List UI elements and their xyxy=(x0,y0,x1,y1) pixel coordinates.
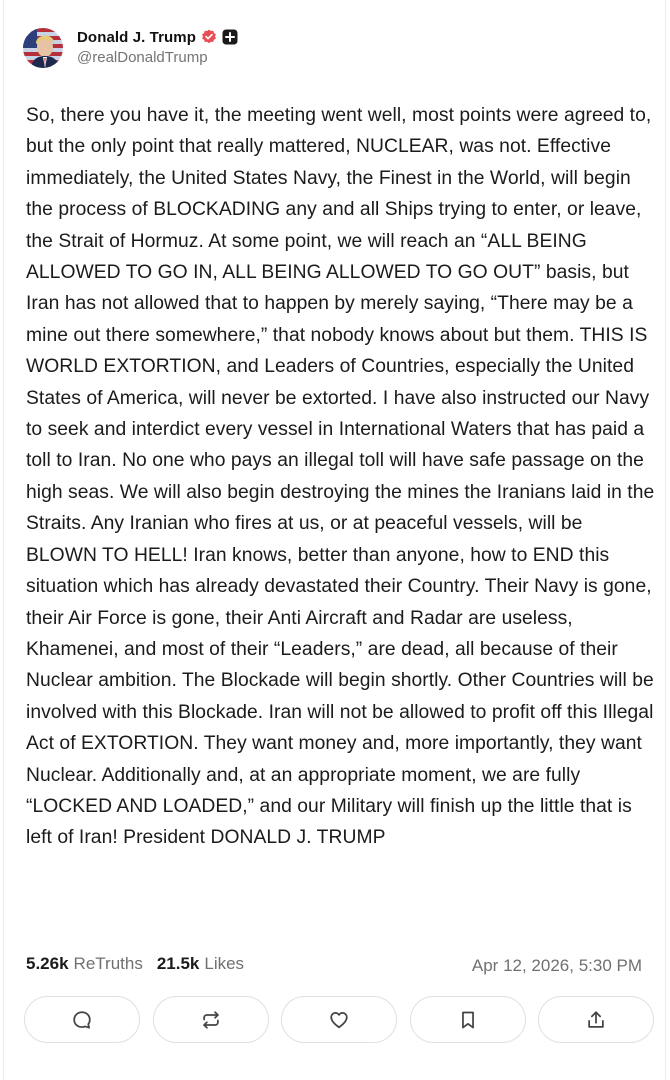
heart-icon xyxy=(328,1009,350,1031)
author-name-row xyxy=(77,26,238,48)
verified-badge-icon xyxy=(201,29,217,45)
likes-count: 21.5k xyxy=(156,954,200,973)
likes-stat[interactable] xyxy=(157,954,244,974)
share-icon xyxy=(585,1009,607,1031)
likes-label: Likes xyxy=(204,954,245,973)
bookmark-button[interactable] xyxy=(410,996,526,1043)
author-handle[interactable]: @realDonaldTrump xyxy=(77,49,208,66)
post-body-text: So, there you have it, the meeting went well, most points were agreed to, but the only point that really mattered, NUCLEAR, was not. Effective immediately, the United States Navy, the Finest in the World, will begin the process of BLOCKADING any and all Ships trying to enter, or leave, the Strait of Hormuz. At some point, we will reach an “ALL BEING ALLOWED TO GO IN, ALL BEING ALLOWED TO GO OUT” basis, but Iran has not allowed that to happen by merely saying, “There may be a mine out there somewhere,” that nobody knows about but them. THIS IS WORLD EXTORTION, and Leaders of Countries, especially the United States of America, will never be extorted. I have also instructed our Navy to seek and interdict every vessel in International Waters that has paid a toll to Iran. No one who pays an illegal toll will have safe passage on the high seas. We will also begin destroying the mines the Iranians laid in the Straits. Any Iranian who fires at us, or at peaceful vessels, will be BLOWN TO HELL! Iran knows, better than anyone, how to END this situation which has already devastated their Country. Their Navy is gone, their Air Force is gone, their Anti Aircraft and Radar are useless, Khamenei, and most of their “Leaders,” are dead, all because of their Nuclear ambition. The Blockade will begin shortly. Other Countries will be involved with this Blockade. Iran will not be allowed to profit off this Illegal Act of EXTORTION. They want money and, more importantly, they want Nuclear. Additionally and, at an appropriate moment, we are fully “LOCKED AND LOADED,” and our Military will finish up the little that is left of Iran! President DONALD J. TRUMP xyxy=(26,105,655,849)
post-card xyxy=(3,0,666,1080)
bookmark-icon xyxy=(457,1009,479,1031)
reply-button[interactable] xyxy=(24,996,140,1043)
retruths-label: ReTruths xyxy=(73,954,143,973)
reply-icon xyxy=(71,1009,93,1031)
retruth-icon xyxy=(200,1009,222,1031)
avatar-image xyxy=(23,28,63,68)
author-identity xyxy=(77,26,238,66)
retruths-stat[interactable] xyxy=(26,954,143,974)
post-timestamp[interactable]: Apr 12, 2026, 5:30 PM xyxy=(471,956,642,975)
retruth-button[interactable] xyxy=(153,996,269,1043)
like-button[interactable] xyxy=(281,996,397,1043)
post-stats xyxy=(26,954,258,974)
author-display-name[interactable]: Donald J. Trump xyxy=(77,28,197,46)
post-header xyxy=(23,26,238,70)
share-button[interactable] xyxy=(538,996,654,1043)
plus-badge-icon xyxy=(222,29,238,45)
retruths-count: 5.26k xyxy=(26,954,69,973)
author-avatar[interactable] xyxy=(23,28,63,68)
post-actions xyxy=(24,996,654,1046)
